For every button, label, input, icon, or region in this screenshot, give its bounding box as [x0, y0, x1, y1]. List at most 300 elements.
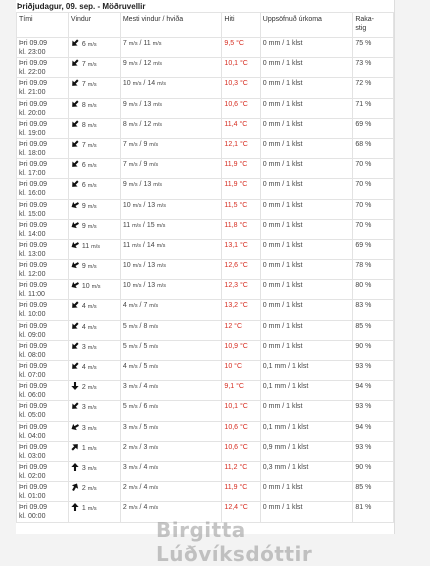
wind-arrow-icon	[69, 199, 80, 210]
precipitation-cell: 0 mm / 1 klst	[260, 300, 353, 320]
time-cell	[17, 260, 69, 280]
table-row	[17, 421, 394, 441]
max-wind-unit: m/s	[128, 485, 138, 492]
wind-cell	[68, 219, 120, 239]
separator: /	[139, 322, 142, 330]
wind-cell	[68, 361, 120, 381]
max-wind: 10	[122, 80, 131, 88]
gust-value: 14	[147, 80, 156, 88]
wind-arrow-icon	[69, 78, 80, 89]
max-wind-unit: m/s	[128, 101, 138, 108]
max-wind: 9	[122, 181, 127, 189]
separator: /	[139, 463, 142, 471]
gust-value: 11	[143, 40, 151, 47]
wind-arrow-icon	[71, 463, 79, 471]
max-wind: 2	[122, 443, 127, 451]
day-text: Þri 09.09	[19, 120, 48, 128]
table-row	[17, 461, 394, 481]
wind-unit: m/s	[87, 465, 97, 472]
gust-value: 12	[143, 60, 152, 68]
column-header-gust: Mesti vindur / hviða	[120, 13, 222, 38]
time-cell	[17, 482, 69, 502]
gust-cell	[120, 300, 222, 320]
max-wind-unit: m/s	[128, 141, 138, 148]
day-text: Þri 09.09	[19, 443, 48, 451]
wind-speed: 1	[81, 444, 86, 452]
forecast-heading: Þriðjudagur, 09. sep. - Möðruvellir	[17, 2, 146, 11]
precipitation-cell: 0,1 mm / 1 klst	[260, 381, 353, 401]
wind-cell	[68, 179, 120, 199]
time-cell	[17, 340, 69, 360]
temperature-cell: 12 °C	[222, 320, 260, 340]
precipitation-cell: 0 mm / 1 klst	[260, 179, 353, 199]
wind-cell	[68, 381, 120, 401]
wind-unit: m/s	[87, 122, 97, 129]
precipitation-cell: 0 mm / 1 klst	[260, 340, 353, 360]
day-text: Þri 09.09	[19, 342, 48, 350]
wind-cell	[68, 138, 120, 158]
temperature-cell: 13,2 °C	[222, 300, 260, 320]
max-wind-unit: m/s	[128, 343, 138, 350]
hour-text: kl. 06:00	[19, 392, 46, 400]
table-row	[17, 219, 394, 239]
wind-arrow-icon	[71, 503, 79, 511]
wind-cell	[68, 461, 120, 481]
wind-cell	[68, 239, 120, 259]
max-wind: 3	[122, 463, 127, 471]
wind-speed: 1	[81, 505, 86, 513]
wind-unit: m/s	[87, 425, 97, 432]
gust-unit: m/s	[149, 404, 159, 411]
temperature-cell: 10,3 °C	[222, 78, 260, 98]
time-cell	[17, 280, 69, 300]
wind-speed: 6	[81, 41, 86, 48]
hour-text: kl. 23:00	[19, 49, 46, 56]
separator: /	[139, 484, 142, 492]
max-wind: 10	[122, 262, 131, 270]
temperature-cell: 12,1 °C	[222, 138, 260, 158]
wind-arrow-icon	[69, 58, 80, 69]
gust-cell	[120, 381, 222, 401]
wind-cell	[68, 260, 120, 280]
gust-unit: m/s	[153, 61, 163, 68]
humidity-cell: 72 %	[353, 78, 394, 98]
separator: /	[139, 342, 142, 350]
max-wind-unit: m/s	[132, 263, 142, 270]
gust-unit: m/s	[149, 162, 159, 169]
time-cell	[17, 58, 69, 78]
gust-value: 14	[146, 241, 155, 249]
time-cell	[17, 78, 69, 98]
day-text: Þri 09.09	[19, 80, 48, 88]
wind-arrow-icon	[69, 441, 80, 452]
max-wind: 5	[122, 342, 127, 350]
table-row	[17, 239, 394, 259]
gust-value: 5	[143, 342, 148, 350]
humidity-cell: 94 %	[353, 381, 394, 401]
precipitation-cell: 0 mm / 1 klst	[260, 260, 353, 280]
wind-speed: 7	[81, 141, 86, 149]
gust-cell	[120, 78, 222, 98]
max-wind-unit: m/s	[128, 424, 138, 431]
wind-speed: 9	[81, 263, 86, 271]
gust-cell	[120, 280, 222, 300]
gust-value: 13	[147, 262, 156, 270]
max-wind-unit: m/s	[132, 202, 142, 209]
gust-cell	[120, 401, 222, 421]
gust-cell	[120, 461, 222, 481]
precipitation-cell: 0 mm / 1 klst	[260, 159, 353, 179]
table-row	[17, 300, 394, 320]
max-wind: 2	[122, 484, 127, 492]
separator: /	[139, 140, 142, 148]
wind-arrow-icon	[69, 219, 80, 230]
wind-speed: 7	[81, 81, 86, 89]
separator: /	[139, 504, 142, 512]
table-row	[17, 118, 394, 138]
gust-unit: m/s	[149, 464, 159, 471]
gust-cell	[120, 441, 222, 461]
humidity-cell: 73 %	[353, 58, 394, 78]
gust-unit: m/s	[153, 182, 163, 189]
separator: /	[139, 161, 142, 169]
humidity-cell: 71 %	[353, 98, 394, 118]
humidity-cell: 93 %	[353, 401, 394, 421]
time-cell	[17, 502, 69, 522]
hour-text: kl. 01:00	[19, 493, 46, 501]
wind-speed: 3	[81, 424, 86, 432]
gust-cell	[120, 421, 222, 441]
temperature-cell: 12,3 °C	[222, 280, 260, 300]
table-row	[17, 381, 394, 401]
wind-cell	[68, 38, 120, 58]
humidity-cell: 78 %	[353, 260, 394, 280]
max-wind-unit: m/s	[132, 81, 142, 88]
wind-speed: 9	[81, 202, 86, 210]
precipitation-cell: 0 mm / 1 klst	[260, 502, 353, 522]
max-wind: 11	[122, 241, 131, 249]
table-row	[17, 340, 394, 360]
wind-speed: 2	[81, 384, 86, 392]
gust-unit: m/s	[153, 121, 163, 128]
separator: /	[139, 423, 142, 431]
hour-text: kl. 17:00	[19, 170, 46, 178]
day-text: Þri 09.09	[19, 221, 48, 229]
time-cell	[17, 381, 69, 401]
time-cell	[17, 219, 69, 239]
temperature-cell: 10 °C	[222, 361, 260, 381]
gust-value: 13	[147, 282, 156, 290]
hour-text: kl. 07:00	[19, 372, 46, 379]
wind-arrow-icon	[69, 158, 80, 169]
wind-cell	[68, 482, 120, 502]
wind-cell	[68, 78, 120, 98]
gust-value: 4	[143, 383, 148, 391]
column-header-temperature: Hiti	[222, 13, 260, 38]
gust-value: 4	[143, 484, 148, 492]
wind-speed: 11	[81, 242, 90, 250]
wind-unit: m/s	[87, 82, 97, 89]
gust-cell	[120, 482, 222, 502]
gust-value: 12	[143, 120, 152, 128]
wind-arrow-icon	[69, 37, 80, 48]
wind-cell	[68, 159, 120, 179]
wind-arrow-icon	[69, 179, 80, 190]
precipitation-cell: 0 mm / 1 klst	[260, 118, 353, 138]
wind-arrow-icon	[69, 138, 80, 149]
humidity-cell: 75 %	[353, 38, 394, 58]
max-wind: 9	[122, 60, 127, 68]
precipitation-cell: 0 mm / 1 klst	[260, 320, 353, 340]
table-row	[17, 199, 394, 219]
wind-arrow-icon	[69, 340, 80, 351]
day-text: Þri 09.09	[19, 181, 48, 189]
wind-speed: 4	[81, 323, 86, 331]
gust-unit: m/s	[152, 41, 162, 47]
gust-value: 7	[143, 302, 148, 310]
max-wind-unit: m/s	[128, 444, 138, 451]
table-row	[17, 401, 394, 421]
wind-speed: 8	[81, 121, 86, 129]
wind-unit: m/s	[87, 405, 97, 412]
time-cell	[17, 159, 69, 179]
wind-cell	[68, 502, 120, 522]
hour-text: kl. 11:00	[19, 291, 45, 299]
wind-unit: m/s	[87, 42, 97, 48]
humidity-cell: 68 %	[353, 138, 394, 158]
separator: /	[139, 383, 142, 391]
gust-value: 5	[143, 363, 148, 370]
wind-unit: m/s	[87, 324, 97, 331]
separator: /	[139, 100, 142, 108]
gust-cell	[120, 118, 222, 138]
hour-text: kl. 20:00	[19, 109, 46, 117]
temperature-cell: 10,1 °C	[222, 401, 260, 421]
wind-speed: 3	[81, 464, 86, 472]
hour-text: kl. 22:00	[19, 69, 46, 77]
day-text: Þri 09.09	[19, 60, 48, 68]
precipitation-cell: 0 mm / 1 klst	[260, 239, 353, 259]
gust-unit: m/s	[149, 424, 159, 431]
gust-cell	[120, 98, 222, 118]
max-wind: 4	[122, 363, 127, 370]
wind-unit: m/s	[87, 223, 97, 230]
separator: /	[139, 181, 142, 189]
gust-unit: m/s	[149, 343, 159, 350]
hour-text: kl. 14:00	[19, 230, 46, 238]
humidity-cell: 70 %	[353, 179, 394, 199]
max-wind: 3	[122, 383, 127, 391]
time-cell	[17, 361, 69, 381]
temperature-cell: 11,9 °C	[222, 159, 260, 179]
wind-cell	[68, 199, 120, 219]
separator: /	[139, 443, 142, 451]
precipitation-cell: 0 mm / 1 klst	[260, 38, 353, 58]
separator: /	[143, 262, 146, 270]
table-row	[17, 179, 394, 199]
gust-cell	[120, 219, 222, 239]
gust-cell	[120, 199, 222, 219]
gust-cell	[120, 340, 222, 360]
humidity-cell: 94 %	[353, 421, 394, 441]
hour-text: kl. 19:00	[19, 129, 46, 137]
gust-unit: m/s	[149, 384, 159, 391]
gust-cell	[120, 260, 222, 280]
gust-cell	[120, 320, 222, 340]
hour-text: kl. 15:00	[19, 210, 46, 218]
column-header-wind: Vindur	[68, 13, 120, 38]
time-cell	[17, 118, 69, 138]
table-row	[17, 38, 394, 58]
wind-speed: 4	[81, 364, 86, 371]
separator: /	[142, 221, 145, 229]
day-text: Þri 09.09	[19, 241, 48, 249]
table-row	[17, 138, 394, 158]
wind-cell	[68, 441, 120, 461]
table-row	[17, 260, 394, 280]
max-wind-unit: m/s	[128, 505, 138, 512]
max-wind-unit: m/s	[128, 41, 138, 47]
precipitation-cell: 0 mm / 1 klst	[260, 138, 353, 158]
wind-speed: 7	[81, 61, 86, 69]
wind-speed: 6	[81, 182, 86, 190]
wind-unit: m/s	[87, 102, 97, 109]
humidity-header-line2: stig	[355, 25, 367, 32]
temperature-cell: 11,5 °C	[222, 199, 260, 219]
wind-arrow-icon	[69, 98, 80, 109]
temperature-cell: 10,6 °C	[222, 98, 260, 118]
forecast-table	[16, 12, 394, 523]
wind-unit: m/s	[87, 203, 97, 210]
table-row	[17, 159, 394, 179]
separator: /	[139, 302, 142, 310]
time-cell	[17, 239, 69, 259]
table-row	[17, 361, 394, 381]
table-row	[17, 320, 394, 340]
separator: /	[139, 60, 142, 68]
day-text: Þri 09.09	[19, 262, 48, 270]
separator: /	[139, 120, 142, 128]
wind-arrow-icon	[69, 421, 80, 432]
max-wind: 2	[122, 504, 127, 512]
gust-value: 6	[143, 403, 148, 411]
gust-unit: m/s	[157, 283, 166, 290]
day-text: Þri 09.09	[19, 140, 48, 148]
max-wind: 3	[122, 423, 127, 431]
temperature-cell: 12,4 °C	[222, 502, 260, 522]
max-wind-unit: m/s	[128, 384, 138, 391]
gust-unit: m/s	[149, 444, 159, 451]
humidity-cell: 90 %	[353, 461, 394, 481]
day-text: Þri 09.09	[19, 403, 48, 411]
max-wind-unit: m/s	[132, 283, 142, 290]
day-text: Þri 09.09	[19, 484, 48, 492]
temperature-cell: 12,6 °C	[222, 260, 260, 280]
table-row	[17, 58, 394, 78]
separator: /	[142, 241, 145, 249]
hour-text: kl. 05:00	[19, 412, 46, 420]
table-row	[17, 78, 394, 98]
column-header-humidity	[353, 13, 394, 38]
table-row	[17, 280, 394, 300]
day-text: Þri 09.09	[19, 322, 48, 330]
max-wind: 11	[122, 221, 131, 229]
wind-unit: m/s	[87, 365, 97, 371]
wind-cell	[68, 58, 120, 78]
max-wind: 7	[122, 161, 127, 169]
wind-speed: 4	[81, 303, 86, 311]
gust-unit: m/s	[149, 141, 159, 148]
max-wind-unit: m/s	[132, 222, 141, 229]
max-wind-unit: m/s	[128, 323, 138, 330]
precipitation-cell: 0,9 mm / 1 klst	[260, 441, 353, 461]
day-text: Þri 09.09	[19, 302, 48, 310]
column-header-time: Tími	[17, 13, 69, 38]
humidity-cell: 85 %	[353, 482, 394, 502]
wind-unit: m/s	[87, 62, 97, 69]
wind-cell	[68, 340, 120, 360]
max-wind: 5	[122, 322, 127, 330]
gust-cell	[120, 239, 222, 259]
humidity-cell: 69 %	[353, 118, 394, 138]
gust-value: 15	[146, 221, 155, 229]
max-wind-unit: m/s	[128, 303, 138, 310]
table-row	[17, 482, 394, 502]
wind-cell	[68, 421, 120, 441]
wind-arrow-icon	[69, 401, 80, 412]
gust-unit: m/s	[156, 242, 166, 249]
max-wind: 4	[122, 302, 127, 310]
wind-speed: 6	[81, 162, 86, 170]
humidity-cell: 83 %	[353, 300, 394, 320]
table-header-row	[17, 13, 394, 38]
time-cell	[17, 179, 69, 199]
hour-text: kl. 18:00	[19, 149, 46, 157]
humidity-cell: 70 %	[353, 219, 394, 239]
temperature-cell: 11,9 °C	[222, 482, 260, 502]
max-wind: 10	[122, 282, 131, 290]
temperature-cell: 10,6 °C	[222, 441, 260, 461]
wind-arrow-icon	[69, 482, 80, 493]
max-wind: 9	[122, 100, 127, 108]
time-cell	[17, 300, 69, 320]
precipitation-cell: 0 mm / 1 klst	[260, 78, 353, 98]
max-wind: 5	[122, 403, 127, 411]
wind-unit: m/s	[87, 344, 97, 351]
wind-unit: m/s	[87, 142, 97, 149]
wind-cell	[68, 98, 120, 118]
gust-unit: m/s	[149, 505, 159, 512]
wind-unit: m/s	[87, 445, 97, 452]
wind-arrow-icon	[69, 239, 80, 250]
max-wind-unit: m/s	[128, 364, 138, 370]
precipitation-cell: 0,1 mm / 1 klst	[260, 421, 353, 441]
humidity-cell: 80 %	[353, 280, 394, 300]
separator: /	[139, 363, 142, 370]
precipitation-cell: 0 mm / 1 klst	[260, 199, 353, 219]
gust-value: 4	[143, 463, 148, 471]
gust-unit: m/s	[157, 263, 166, 270]
day-text: Þri 09.09	[19, 201, 48, 209]
humidity-cell: 85 %	[353, 320, 394, 340]
gust-cell	[120, 38, 222, 58]
max-wind: 7	[122, 140, 127, 148]
max-wind-unit: m/s	[132, 242, 141, 249]
watermark-text: Birgitta Lúðvíksdóttir	[156, 518, 313, 566]
temperature-cell: 11,2 °C	[222, 461, 260, 481]
day-text: Þri 09.09	[19, 423, 48, 431]
hour-text: kl. 09:00	[19, 331, 46, 339]
